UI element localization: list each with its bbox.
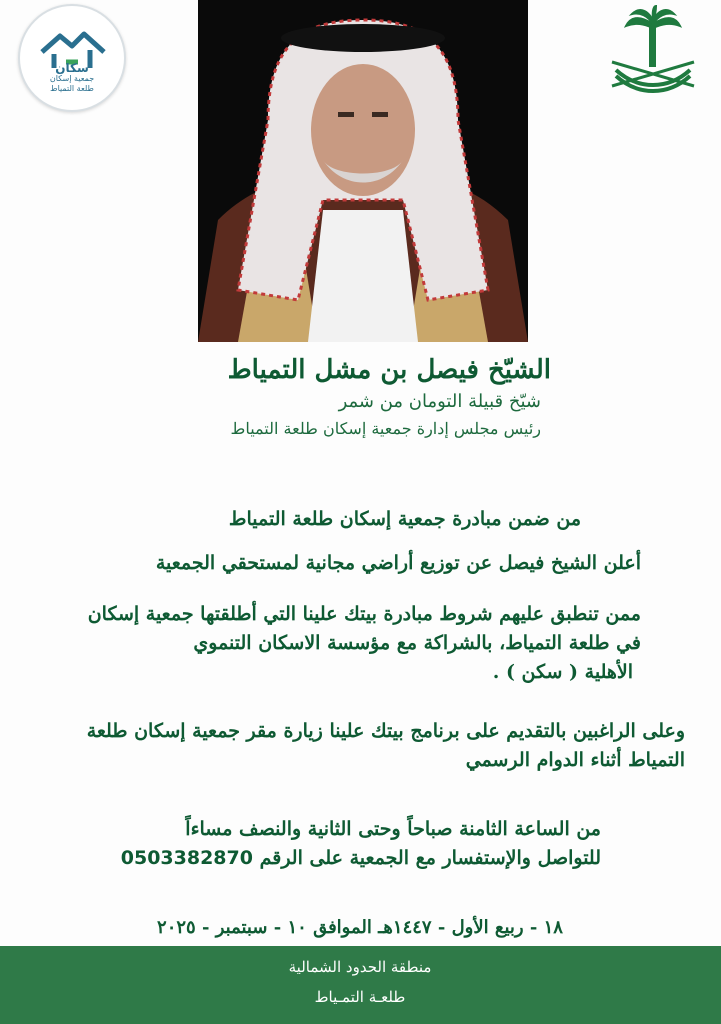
announcement-date: ١٨ - ربيع الأول - ١٤٤٧هـ الموافق ١٠ - سبتمبر - ٢٠٢٥: [157, 917, 563, 938]
contact-line: [0, 844, 601, 873]
text-line: التمياط أثناء الدوام الرسمي: [465, 749, 685, 771]
announcement-p5: [0, 815, 601, 873]
footer-region: منطقة الحدود الشمالية: [288, 958, 432, 976]
text-line: من ضمن مبادرة جمعية إسكان طلعة التمياط: [228, 508, 581, 530]
phone-number[interactable]: 0503382870: [120, 847, 253, 869]
person-info: [151, 352, 551, 442]
saudi-emblem-icon: [598, 4, 708, 100]
announcement-p1: [0, 505, 581, 534]
text-line: ممن تنطبق عليهم شروط مبادرة بيتك علينا التي أطلقتها جمعية إسكان: [87, 603, 641, 625]
person-title-2: رئيس مجلس إدارة جمعية إسكان طلعة التمياط: [230, 419, 541, 438]
contact-text: للتواصل والإستفسار مع الجمعية على الرقم: [259, 847, 601, 869]
footer-city: طلعـة التمـياط: [314, 988, 406, 1006]
text-line: وعلى الراغبين بالتقديم على برنامج بيتك علينا زيارة مقر جمعية إسكان طلعة: [86, 720, 685, 742]
association-logo: [18, 4, 126, 112]
text-line: الأهلية ( سكن ) .: [492, 661, 633, 683]
sheikh-portrait: [198, 0, 528, 342]
house-logo-icon: [20, 6, 124, 110]
logo-line2: جمعية إسكان: [49, 74, 95, 83]
person-title-1: شيّخ قبيلة التومان من شمر: [338, 391, 541, 412]
logo-line3: طلعة التمياط: [50, 84, 94, 93]
announcement-p2: [1, 549, 641, 578]
footer-location: [260, 956, 460, 1008]
announcement-p3: [1, 600, 641, 687]
text-line: من الساعة الثامنة صباحاً وحتى الثانية والنصف مساءاً: [185, 818, 601, 840]
announcement-p4: [45, 717, 685, 775]
footer-bar: [0, 946, 721, 1024]
text-line: في طلعة التمياط، بالشراكة مع مؤسسة الاسكان التنموي: [193, 632, 641, 654]
logo-line1: سكان: [55, 61, 89, 75]
text-line: أعلن الشيخ فيصل عن توزيع أراضي مجانية لمستحقي الجمعية: [155, 552, 641, 574]
person-name: الشيّخ فيصل بن مشل التمياط: [227, 355, 551, 385]
